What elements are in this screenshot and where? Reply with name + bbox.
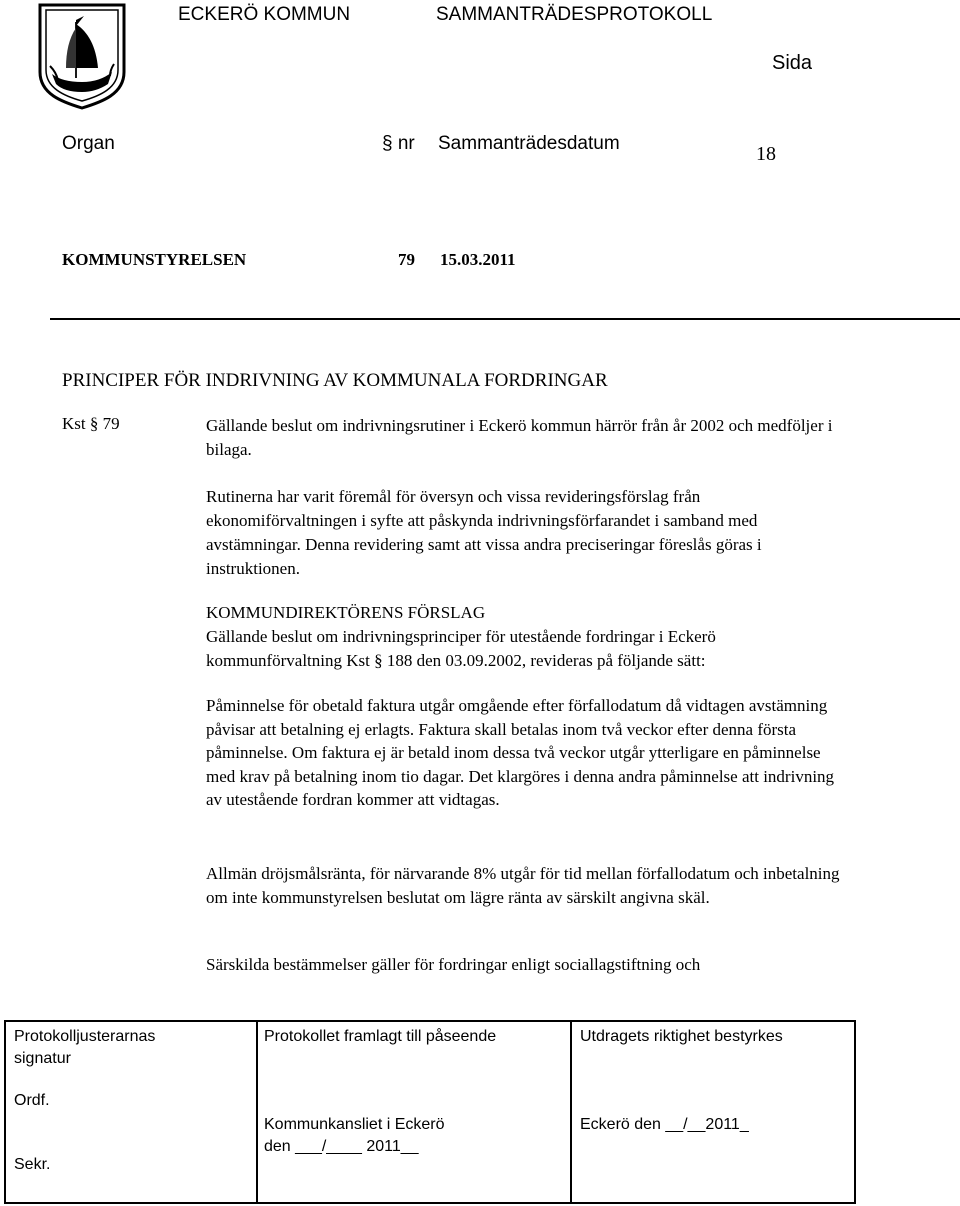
adjusters-label-signature: signatur [14,1050,71,1067]
coat-of-arms-logo [36,2,128,110]
section-number: 79 [398,250,415,269]
paragraph-review: Rutinerna har varit föremål för översyn och vissa revideringsförslag från ekonomiförvaltningen i syfte att påskynda indrivningsförfarandet i samband med avstämningar. Denna revidering samt att vissa andra preciseringar föreslås göras i instruktionen. [206,487,762,578]
section-number-label: § nr [382,133,415,154]
paragraph-interest: Allmän dröjsmålsränta, för närvarande 8% utgår för tid mellan förfallodatum och inbetalning om inte kommunstyrelsen beslutat om lägre ränta av särskilt angivna skäl. [206,864,840,907]
adjusters-label: Protokolljusterarnas [14,1028,156,1045]
document-type: SAMMANTRÄDESPROTOKOLL [436,4,713,25]
section-reference: Kst § 79 [62,414,120,433]
table-divider [570,1022,572,1202]
proposal-heading: KOMMUNDIREKTÖRENS FÖRSLAG [206,603,486,622]
secretary-label: Sekr. [14,1156,51,1173]
table-divider [256,1022,258,1202]
page-title: PRINCIPER FÖR INDRIVNING AV KOMMUNALA FORDRINGAR [62,370,608,391]
governing-body: KOMMUNSTYRELSEN [62,250,247,269]
office-name: Kommunkansliet i Eckerö [264,1116,445,1133]
paragraph-proposal: Gällande beslut om indrivningsprinciper för utestående fordringar i Eckerö kommunförvaltning Kst § 188 den 03.09.2002, revideras på följande sätt: [206,627,716,670]
laid-out-label: Protokollet framlagt till påseende [264,1028,497,1045]
certification-label: Utdragets riktighet bestyrkes [580,1028,783,1045]
organ-label: Organ [62,133,115,154]
laid-out-date: den ___/____ 2011__ [264,1138,419,1155]
certification-date: Eckerö den __/__2011_ [580,1116,749,1133]
paragraph-reminders: Påminnelse för obetald faktura utgår omgående efter förfallodatum då vidtagen avstämning påvisar att betalning ej erlagts. Faktura skall betalas inom två veckor efter denna första påminnelse. Om faktura ej är betald inom dessa två veckor utgår ytterligare en påminnelse med krav på betalning inom tio dagar. Det klargöres i denna andra påminnelse att indrivning av utestående fordran kommer att vidtagas. [206,696,835,809]
paragraph-current-decision: Gällande beslut om indrivningsrutiner i Eckerö kommun härrör från år 2002 och medföljer i bilaga. [206,416,833,459]
page-label: Sida [772,52,813,74]
page-number: 18 [756,143,776,165]
meeting-date-label: Sammanträdesdatum [438,133,620,154]
municipality-name: ECKERÖ KOMMUN [178,4,351,25]
chair-label: Ordf. [14,1092,50,1109]
paragraph-special-rules: Särskilda bestämmelser gäller för fordringar enligt sociallagstiftning och [206,955,701,974]
meeting-date: 15.03.2011 [440,250,516,269]
signature-table [4,1020,856,1204]
header-divider [50,318,960,320]
